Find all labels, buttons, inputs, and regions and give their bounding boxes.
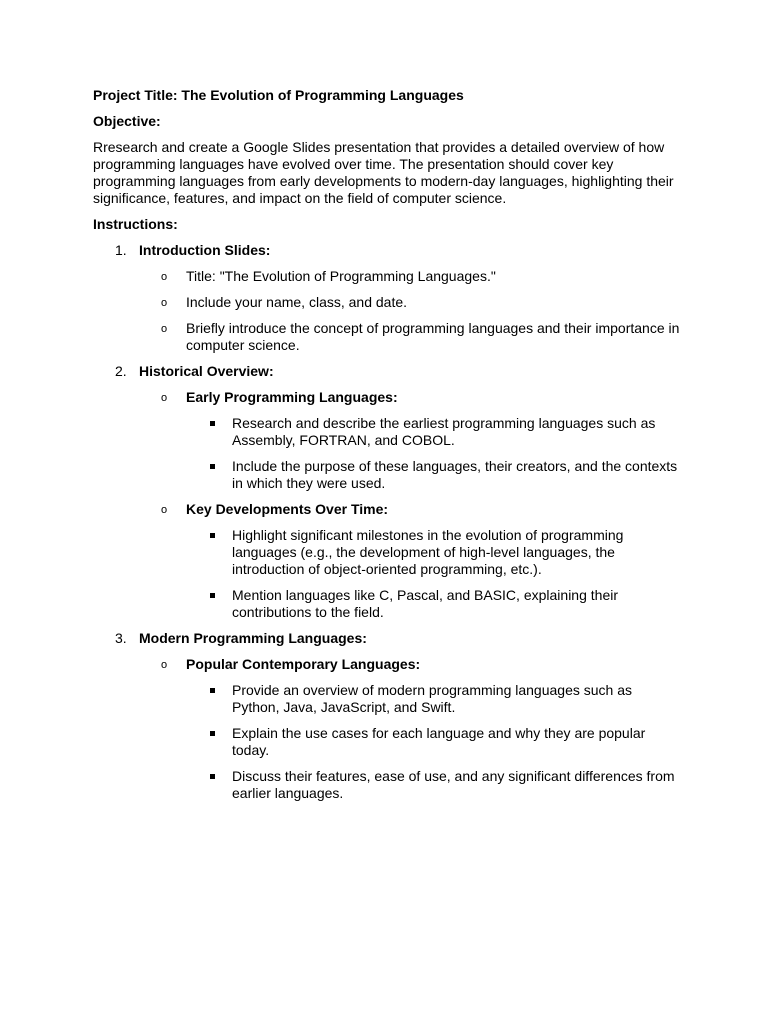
circle-bullet-icon: o [161,659,168,671]
section-2 [93,363,683,380]
square-bullet-icon [210,774,215,779]
list-item [93,268,683,285]
list-item-text: Explain the use cases for each language and why they are popular today. [232,725,646,758]
list-item [93,294,683,311]
circle-bullet-icon: o [161,271,168,283]
subsection-heading-item [93,656,683,673]
section-number: 3. [115,630,127,646]
circle-bullet-icon: o [161,297,168,309]
list-item-text: Include the purpose of these languages, their creators, and the contexts in which they were used. [232,458,678,491]
circle-bullet-icon: o [161,392,168,404]
list-item-text: Research and describe the earliest programming languages such as Assembly, FORTRAN, and COBOL. [232,415,656,448]
list-item-text: Discuss their features, ease of use, and any significant differences from earlier languages. [232,768,675,801]
list-item [93,320,683,354]
list-item [93,458,683,492]
square-bullet-icon [210,688,215,693]
list-item-text: Title: "The Evolution of Programming Languages." [186,268,496,284]
list-item-text: Briefly introduce the concept of programming languages and their importance in computer science. [186,320,680,353]
subsection-heading-item [93,501,683,518]
square-bullet-icon [210,464,215,469]
project-title: Project Title: The Evolution of Programming Languages [93,87,464,103]
objective-text: Rresearch and create a Google Slides presentation that provides a detailed overview of how programming languages have evolved over time. The presentation should cover key programming languages from early developments to modern-day languages, highlighting their significance, features, and impact on the field of computer science. [93,139,674,206]
list-item [93,682,683,716]
list-item-text: Highlight significant milestones in the evolution of programming languages (e.g., the development of high-level languages, the introduction of object-oriented programming, etc.). [232,527,624,577]
list-item-text: Include your name, class, and date. [186,294,408,310]
list-item-text: Provide an overview of modern programming languages such as Python, Java, JavaScript, and Swift. [232,682,632,715]
section-number: 2. [115,363,127,379]
section-1 [93,242,683,259]
circle-bullet-icon: o [161,323,168,335]
objective-heading: Objective: [93,113,161,129]
document-page [93,87,683,811]
list-item [93,725,683,759]
square-bullet-icon [210,593,215,598]
section-heading: Introduction Slides: [139,242,271,258]
square-bullet-icon [210,731,215,736]
list-item [93,527,683,578]
section-heading: Historical Overview: [139,363,274,379]
section-3 [93,630,683,647]
list-item [93,768,683,802]
subsection-heading: Early Programming Languages: [186,389,398,405]
section-number: 1. [115,242,127,258]
section-heading: Modern Programming Languages: [139,630,367,646]
subsection-heading-item [93,389,683,406]
subsection-heading: Key Developments Over Time: [186,501,389,517]
square-bullet-icon [210,533,215,538]
instructions-heading: Instructions: [93,216,178,232]
list-item [93,587,683,621]
circle-bullet-icon: o [161,504,168,516]
subsection-heading: Popular Contemporary Languages: [186,656,421,672]
list-item-text: Mention languages like C, Pascal, and BASIC, explaining their contributions to the field. [232,587,618,620]
square-bullet-icon [210,421,215,426]
list-item [93,415,683,449]
